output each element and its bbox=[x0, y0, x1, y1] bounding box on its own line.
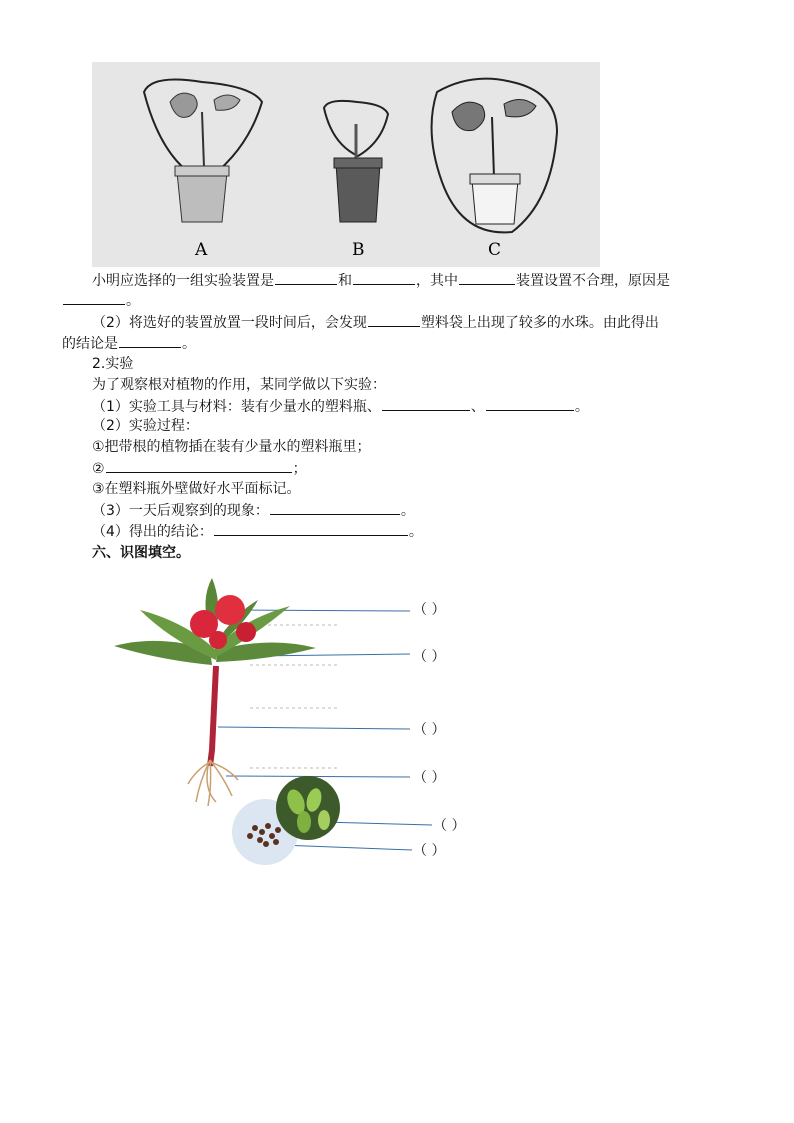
answer-paren-seed[interactable]: （ ） bbox=[413, 843, 446, 859]
question-2-part-1 bbox=[92, 396, 589, 417]
text-segment: （2）将选好的装置放置一段时间后，会发现 bbox=[92, 315, 367, 331]
answer-paren-stem[interactable]: （ ） bbox=[413, 722, 446, 738]
label-a: A bbox=[195, 240, 208, 260]
answer-paren-root[interactable]: （ ） bbox=[413, 770, 446, 786]
question-2-part-2: （2）实验过程： bbox=[92, 418, 199, 434]
leader-line bbox=[322, 822, 432, 825]
apparatus-a bbox=[144, 80, 262, 260]
text-segment: （4）得出的结论： bbox=[92, 524, 213, 540]
leader-line bbox=[218, 727, 410, 729]
question-line-2 bbox=[62, 290, 140, 311]
text-segment: 塑料袋上出现了较多的水珠。由此得出 bbox=[420, 315, 659, 331]
leader-line bbox=[240, 610, 410, 611]
answer-paren-flower[interactable]: （ ） bbox=[413, 602, 446, 618]
process-step-3: ③在塑料瓶外壁做好水平面标记。 bbox=[92, 481, 301, 497]
text-segment: 装置设置不合理，原因是 bbox=[516, 273, 670, 289]
answer-blank[interactable] bbox=[459, 270, 515, 285]
experiment-figure bbox=[92, 62, 600, 267]
question-line-4 bbox=[62, 333, 196, 354]
text-segment: （3）一天后观察到的现象： bbox=[92, 503, 269, 519]
leader-line bbox=[280, 845, 412, 850]
text-segment: 和 bbox=[338, 273, 352, 289]
answer-blank[interactable] bbox=[106, 458, 292, 473]
stem bbox=[210, 666, 216, 766]
fruit-circle bbox=[276, 776, 340, 840]
label-c: C bbox=[488, 240, 502, 260]
question-2-intro: 为了观察根对植物的作用，某同学做以下实验： bbox=[92, 377, 386, 393]
text-segment: 的结论是 bbox=[62, 336, 118, 352]
apparatus-c bbox=[432, 79, 557, 260]
answer-blank[interactable] bbox=[382, 396, 470, 411]
experiment-drawing bbox=[92, 62, 600, 267]
text-segment: 。 bbox=[408, 524, 423, 540]
text-segment: ，其中 bbox=[416, 273, 458, 289]
answer-blank[interactable] bbox=[214, 521, 408, 536]
answer-blank[interactable] bbox=[270, 500, 400, 515]
leader-line bbox=[226, 776, 410, 777]
question-line-1 bbox=[92, 270, 670, 291]
roots bbox=[188, 760, 238, 806]
answer-blank[interactable] bbox=[353, 270, 415, 285]
answer-paren-fruit[interactable]: （ ） bbox=[433, 818, 466, 834]
text-segment: 。 bbox=[400, 503, 415, 519]
text-segment: 。 bbox=[182, 336, 196, 352]
answer-blank[interactable] bbox=[275, 270, 337, 285]
text-segment: 。 bbox=[126, 293, 140, 309]
text-segment: 、 bbox=[470, 399, 485, 415]
question-2-part-3 bbox=[92, 500, 415, 521]
text-segment: ② bbox=[92, 461, 105, 477]
text-segment: 。 bbox=[574, 399, 589, 415]
answer-paren-leaf[interactable]: （ ） bbox=[413, 649, 446, 665]
answer-blank[interactable] bbox=[119, 333, 181, 348]
text-segment: （1）实验工具与材料：装有少量水的塑料瓶、 bbox=[92, 399, 381, 415]
label-b: B bbox=[352, 240, 365, 260]
text-segment: ； bbox=[292, 461, 307, 477]
process-step-2 bbox=[92, 458, 307, 479]
text-segment: 小明应选择的一组实验装置是 bbox=[92, 273, 274, 289]
process-step-1: ①把带根的植物插在装有少量水的塑料瓶里； bbox=[92, 439, 371, 455]
answer-blank[interactable] bbox=[486, 396, 574, 411]
question-line-3 bbox=[92, 312, 659, 333]
apparatus-b bbox=[324, 101, 388, 260]
question-2-part-4 bbox=[92, 521, 423, 542]
answer-blank[interactable] bbox=[63, 290, 125, 305]
section-6-title: 六、识图填空。 bbox=[92, 545, 190, 561]
answer-blank[interactable] bbox=[368, 312, 420, 327]
question-2-title: 2.实验 bbox=[92, 356, 134, 372]
